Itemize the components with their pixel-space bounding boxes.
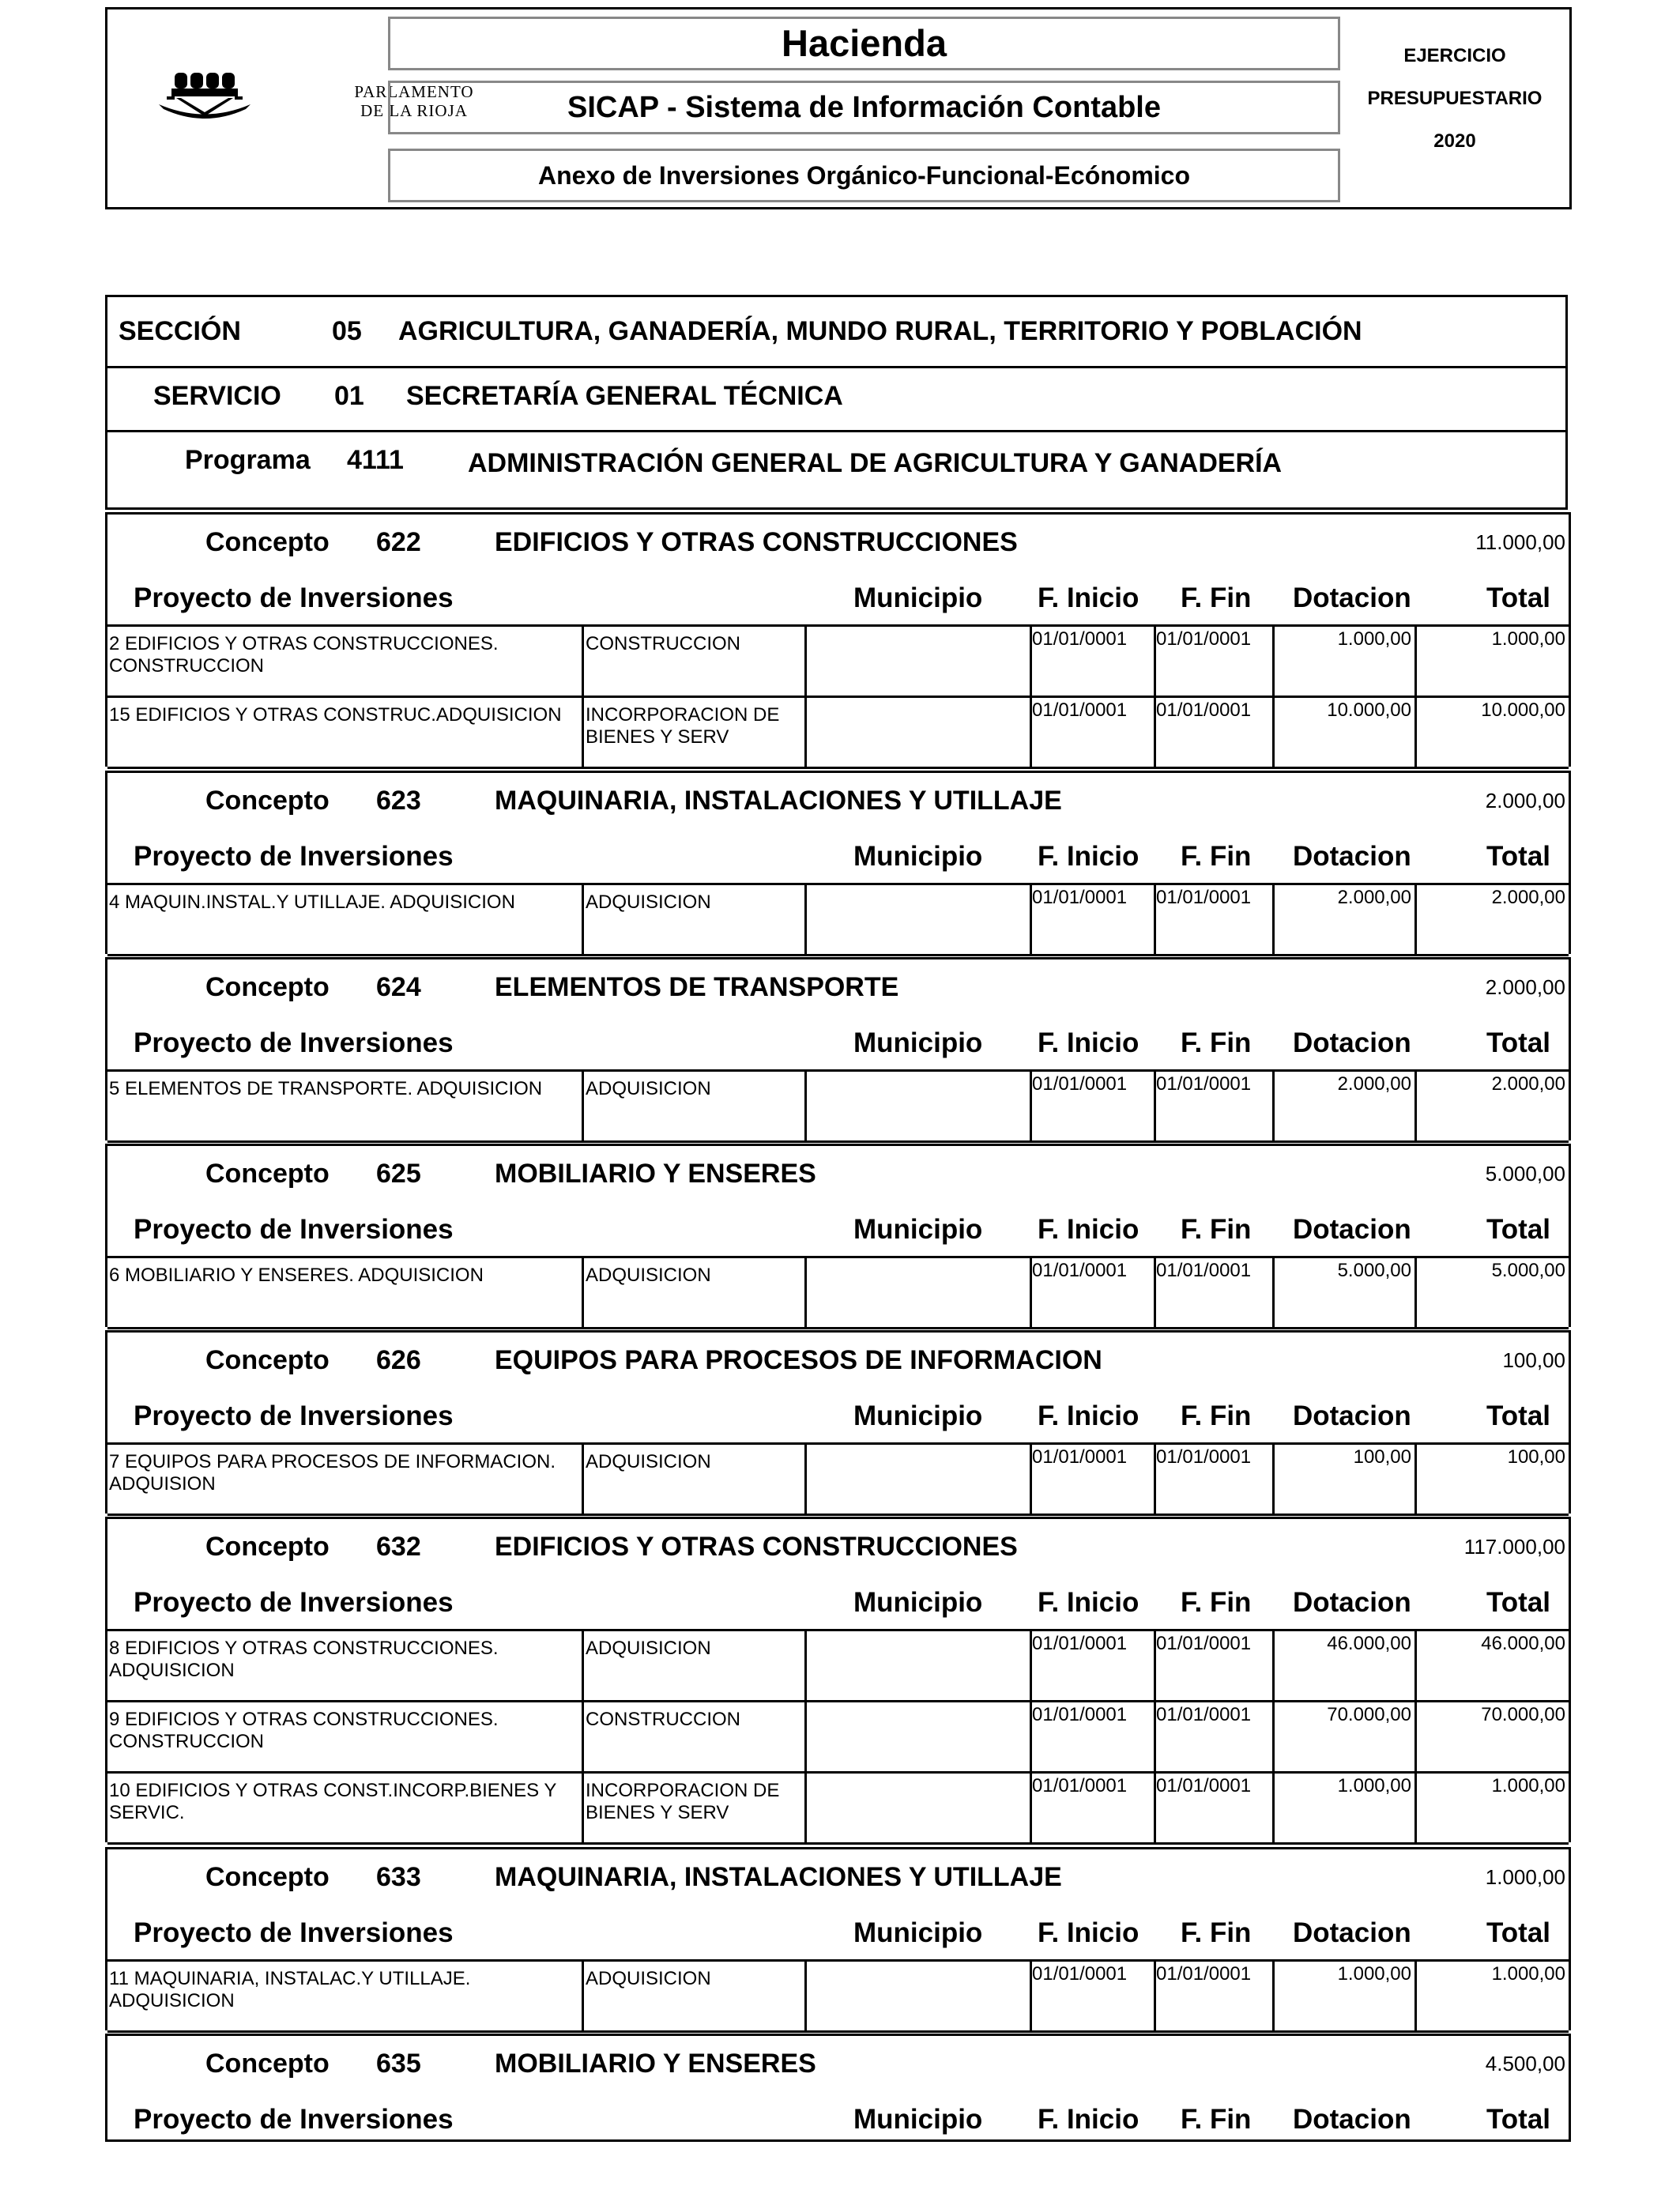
concepto-label: Concepto: [205, 1159, 330, 1189]
concepto-amount: 4.500,00: [1485, 2052, 1565, 2075]
cell-fin: 01/01/0001: [1154, 698, 1272, 767]
cell-tipo: ADQUISICION: [582, 1962, 804, 2030]
column-header-total: Total: [1486, 2104, 1551, 2135]
cell-municipio: [804, 698, 1030, 767]
cell-fin: 01/01/0001: [1154, 1631, 1272, 1700]
concepto-name: ELEMENTOS DE TRANSPORTE: [495, 972, 899, 1002]
cell-fin: 01/01/0001: [1154, 1962, 1272, 2030]
column-header-fin: F. Fin: [1181, 1027, 1252, 1058]
concepto-block: [105, 2034, 1571, 2142]
cell-dotacion: 1.000,00: [1272, 627, 1414, 696]
cell-inicio: 01/01/0001: [1030, 1072, 1154, 1140]
concepto-name: MOBILIARIO Y ENSERES: [495, 2049, 816, 2079]
concepto-code: 635: [376, 2049, 421, 2079]
cell-dotacion: 2.000,00: [1272, 885, 1414, 954]
servicio-name: SECRETARÍA GENERAL TÉCNICA: [406, 381, 843, 411]
cell-total: 46.000,00: [1414, 1631, 1569, 1700]
column-header-proyecto: Proyecto de Inversiones: [134, 1400, 454, 1431]
logo-line-2: DE LA RIOJA: [360, 101, 468, 120]
cell-municipio: [804, 627, 1030, 696]
concepto-code: 633: [376, 1862, 421, 1892]
concepto-block: [105, 1330, 1571, 1514]
cell-fin: 01/01/0001: [1154, 885, 1272, 954]
concepto-amount: 117.000,00: [1463, 1535, 1565, 1559]
cell-municipio: [804, 1774, 1030, 1842]
seccion-name: AGRICULTURA, GANADERÍA, MUNDO RURAL, TERRITORIO Y POBLACIÓN: [398, 316, 1362, 346]
cell-tipo: CONSTRUCCION: [582, 1702, 804, 1771]
logo-line-1: PARLAMENTO: [354, 82, 474, 101]
column-header-inicio: F. Inicio: [1038, 1400, 1139, 1431]
programa-code: 4111: [347, 445, 404, 475]
concepto-amount: 1.000,00: [1485, 1865, 1565, 1889]
servicio-label: SERVICIO: [153, 381, 281, 411]
column-header-municipio: Municipio: [853, 2104, 983, 2135]
concepto-label: Concepto: [205, 527, 330, 557]
ejercicio-label: EJERCICIO: [1403, 45, 1506, 66]
concepto-amount: 5.000,00: [1485, 1162, 1565, 1186]
column-header-municipio: Municipio: [853, 1027, 983, 1058]
fiscal-year: 2020: [1433, 130, 1476, 152]
column-header-municipio: Municipio: [853, 1917, 983, 1948]
cell-inicio: 01/01/0001: [1030, 627, 1154, 696]
column-header-inicio: F. Inicio: [1038, 1214, 1139, 1245]
cell-inicio: 01/01/0001: [1030, 1258, 1154, 1327]
cell-proyecto: 5 ELEMENTOS DE TRANSPORTE. ADQUISICION: [109, 1078, 543, 1099]
column-header-municipio: Municipio: [853, 582, 983, 613]
concepto-name: MAQUINARIA, INSTALACIONES Y UTILLAJE: [495, 1862, 1062, 1892]
cell-tipo: ADQUISICION: [582, 1445, 804, 1514]
fiscal-year-box: [1348, 45, 1561, 173]
column-header-total: Total: [1486, 1400, 1551, 1431]
column-header-proyecto: Proyecto de Inversiones: [134, 1587, 454, 1618]
table-row: [107, 1962, 1569, 2033]
column-header-dotacion: Dotacion: [1293, 1400, 1411, 1431]
concepto-name: MOBILIARIO Y ENSERES: [495, 1159, 816, 1189]
cell-municipio: [804, 1258, 1030, 1327]
concepto-code: 623: [376, 786, 421, 816]
column-header-fin: F. Fin: [1181, 582, 1252, 613]
column-header-dotacion: Dotacion: [1293, 582, 1411, 613]
cell-proyecto: 10 EDIFICIOS Y OTRAS CONST.INCORP.BIENES Y SERVIC.: [109, 1780, 556, 1823]
document-header: [105, 7, 1572, 209]
programa-row: [107, 430, 1565, 507]
cell-total: 70.000,00: [1414, 1702, 1569, 1771]
concepto-block: [105, 1517, 1571, 1842]
seccion-row: [107, 297, 1565, 368]
cell-tipo: ADQUISICION: [582, 1631, 804, 1700]
column-header-proyecto: Proyecto de Inversiones: [134, 841, 454, 872]
cell-proyecto: 6 MOBILIARIO Y ENSERES. ADQUISICION: [109, 1265, 484, 1286]
cell-total: 100,00: [1414, 1445, 1569, 1514]
column-header-municipio: Municipio: [853, 841, 983, 872]
column-header-municipio: Municipio: [853, 1214, 983, 1245]
cell-tipo: INCORPORACION DE BIENES Y SERV: [582, 1774, 804, 1842]
concepto-block: [105, 771, 1571, 954]
column-header-total: Total: [1486, 841, 1551, 872]
concepto-label: Concepto: [205, 972, 330, 1002]
cell-inicio: 01/01/0001: [1030, 1702, 1154, 1771]
cell-inicio: 01/01/0001: [1030, 1774, 1154, 1842]
cell-proyecto: 7 EQUIPOS PARA PROCESOS DE INFORMACION. ADQUISION: [109, 1451, 556, 1495]
cell-municipio: [804, 1631, 1030, 1700]
concepto-name: EDIFICIOS Y OTRAS CONSTRUCCIONES: [495, 1532, 1018, 1562]
column-header-municipio: Municipio: [853, 1400, 983, 1431]
cell-municipio: [804, 1702, 1030, 1771]
cell-total: 2.000,00: [1414, 885, 1569, 954]
programa-name: ADMINISTRACIÓN GENERAL DE AGRICULTURA Y GANADERÍA: [468, 448, 1283, 478]
column-header-dotacion: Dotacion: [1293, 1917, 1411, 1948]
header-title: Hacienda: [388, 17, 1340, 70]
section-box: [105, 295, 1568, 510]
cell-inicio: 01/01/0001: [1030, 885, 1154, 954]
concepto-label: Concepto: [205, 1532, 330, 1562]
column-header-total: Total: [1486, 1587, 1551, 1618]
column-header-fin: F. Fin: [1181, 1917, 1252, 1948]
cell-proyecto: 11 MAQUINARIA, INSTALAC.Y UTILLAJE. ADQUISICION: [109, 1968, 471, 2011]
cell-total: 10.000,00: [1414, 698, 1569, 767]
cell-municipio: [804, 885, 1030, 954]
concepto-block: [105, 512, 1571, 767]
cell-fin: 01/01/0001: [1154, 1258, 1272, 1327]
cell-proyecto: 4 MAQUIN.INSTAL.Y UTILLAJE. ADQUISICION: [109, 892, 515, 913]
cell-dotacion: 2.000,00: [1272, 1072, 1414, 1140]
concepto-code: 632: [376, 1532, 421, 1562]
column-header-total: Total: [1486, 1214, 1551, 1245]
cell-dotacion: 100,00: [1272, 1445, 1414, 1514]
cell-dotacion: 70.000,00: [1272, 1702, 1414, 1771]
cell-total: 5.000,00: [1414, 1258, 1569, 1327]
table-row: [107, 1445, 1569, 1516]
concepto-block: [105, 1144, 1571, 1327]
presupuestario-label: PRESUPUESTARIO: [1367, 88, 1543, 109]
cell-municipio: [804, 1445, 1030, 1514]
concepto-amount: 100,00: [1502, 1348, 1565, 1372]
servicio-code: 01: [334, 381, 364, 411]
cell-dotacion: 10.000,00: [1272, 698, 1414, 767]
column-header-dotacion: Dotacion: [1293, 841, 1411, 872]
cell-inicio: 01/01/0001: [1030, 698, 1154, 767]
column-header-inicio: F. Inicio: [1038, 2104, 1139, 2135]
cell-fin: 01/01/0001: [1154, 1774, 1272, 1842]
cell-inicio: 01/01/0001: [1030, 1962, 1154, 2030]
cell-total: 2.000,00: [1414, 1072, 1569, 1140]
concepto-label: Concepto: [205, 786, 330, 816]
column-header-proyecto: Proyecto de Inversiones: [134, 1917, 454, 1948]
cell-proyecto: 2 EDIFICIOS Y OTRAS CONSTRUCCIONES. CONSTRUCCION: [109, 633, 499, 677]
cell-tipo: INCORPORACION DE BIENES Y SERV: [582, 698, 804, 767]
cell-dotacion: 5.000,00: [1272, 1258, 1414, 1327]
cell-proyecto: 9 EDIFICIOS Y OTRAS CONSTRUCCIONES. CONSTRUCCION: [109, 1709, 499, 1752]
cell-fin: 01/01/0001: [1154, 1702, 1272, 1771]
concepto-label: Concepto: [205, 1862, 330, 1892]
concepto-block: [105, 957, 1571, 1140]
cell-total: 1.000,00: [1414, 1774, 1569, 1842]
concepto-code: 626: [376, 1345, 421, 1375]
cell-dotacion: 46.000,00: [1272, 1631, 1414, 1700]
cell-proyecto: 8 EDIFICIOS Y OTRAS CONSTRUCCIONES. ADQUISICION: [109, 1638, 499, 1681]
column-header-dotacion: Dotacion: [1293, 1214, 1411, 1245]
column-header-fin: F. Fin: [1181, 841, 1252, 872]
concepto-code: 625: [376, 1159, 421, 1189]
column-header-inicio: F. Inicio: [1038, 841, 1139, 872]
column-header-fin: F. Fin: [1181, 1214, 1252, 1245]
concepto-amount: 2.000,00: [1485, 975, 1565, 999]
concepto-amount: 2.000,00: [1485, 789, 1565, 812]
column-header-total: Total: [1486, 582, 1551, 613]
cell-fin: 01/01/0001: [1154, 1072, 1272, 1140]
cell-municipio: [804, 1962, 1030, 2030]
table-row: [107, 627, 1569, 698]
concepto-code: 622: [376, 527, 421, 557]
table-row: [107, 1258, 1569, 1329]
column-header-municipio: Municipio: [853, 1587, 983, 1618]
table-row: [107, 1774, 1569, 1845]
table-row: [107, 1072, 1569, 1143]
cell-tipo: ADQUISICION: [582, 1258, 804, 1327]
cell-fin: 01/01/0001: [1154, 627, 1272, 696]
column-header-dotacion: Dotacion: [1293, 1587, 1411, 1618]
column-header-total: Total: [1486, 1027, 1551, 1058]
header-annex: Anexo de Inversiones Orgánico-Funcional-Ecónomico: [388, 149, 1340, 202]
cell-proyecto: 15 EDIFICIOS Y OTRAS CONSTRUC.ADQUISICION: [109, 704, 562, 726]
column-header-fin: F. Fin: [1181, 1587, 1252, 1618]
servicio-row: [107, 366, 1565, 432]
concepto-label: Concepto: [205, 2049, 330, 2079]
table-row: [107, 1702, 1569, 1774]
cell-dotacion: 1.000,00: [1272, 1962, 1414, 2030]
seccion-label: SECCIÓN: [119, 316, 241, 346]
header-subtitle: SICAP - Sistema de Información Contable: [388, 81, 1340, 134]
concepto-code: 624: [376, 972, 421, 1002]
concepto-name: MAQUINARIA, INSTALACIONES Y UTILLAJE: [495, 786, 1062, 816]
table-row: [107, 1631, 1569, 1702]
cell-municipio: [804, 1072, 1030, 1140]
concepto-name: EQUIPOS PARA PROCESOS DE INFORMACION: [495, 1345, 1102, 1375]
programa-label: Programa: [185, 445, 311, 475]
column-header-fin: F. Fin: [1181, 2104, 1252, 2135]
column-header-inicio: F. Inicio: [1038, 1027, 1139, 1058]
cell-dotacion: 1.000,00: [1272, 1774, 1414, 1842]
cell-total: 1.000,00: [1414, 1962, 1569, 2030]
column-header-proyecto: Proyecto de Inversiones: [134, 1027, 454, 1058]
column-header-proyecto: Proyecto de Inversiones: [134, 2104, 454, 2135]
seccion-code: 05: [332, 316, 362, 346]
column-header-fin: F. Fin: [1181, 1400, 1252, 1431]
cell-inicio: 01/01/0001: [1030, 1631, 1154, 1700]
concepto-block: [105, 1847, 1571, 2030]
concepto-name: EDIFICIOS Y OTRAS CONSTRUCCIONES: [495, 527, 1018, 557]
cell-tipo: CONSTRUCCION: [582, 627, 804, 696]
column-header-proyecto: Proyecto de Inversiones: [134, 582, 454, 613]
column-header-dotacion: Dotacion: [1293, 1027, 1411, 1058]
column-header-total: Total: [1486, 1917, 1551, 1948]
table-row: [107, 885, 1569, 956]
concepto-label: Concepto: [205, 1345, 330, 1375]
column-header-inicio: F. Inicio: [1038, 582, 1139, 613]
table-row: [107, 698, 1569, 769]
concepto-amount: 11.000,00: [1475, 530, 1565, 554]
cell-total: 1.000,00: [1414, 627, 1569, 696]
column-header-inicio: F. Inicio: [1038, 1917, 1139, 1948]
cell-fin: 01/01/0001: [1154, 1445, 1272, 1514]
column-header-dotacion: Dotacion: [1293, 2104, 1411, 2135]
cell-inicio: 01/01/0001: [1030, 1445, 1154, 1514]
cell-tipo: ADQUISICION: [582, 1072, 804, 1140]
column-header-inicio: F. Inicio: [1038, 1587, 1139, 1618]
cell-tipo: ADQUISICION: [582, 885, 804, 954]
column-header-proyecto: Proyecto de Inversiones: [134, 1214, 454, 1245]
